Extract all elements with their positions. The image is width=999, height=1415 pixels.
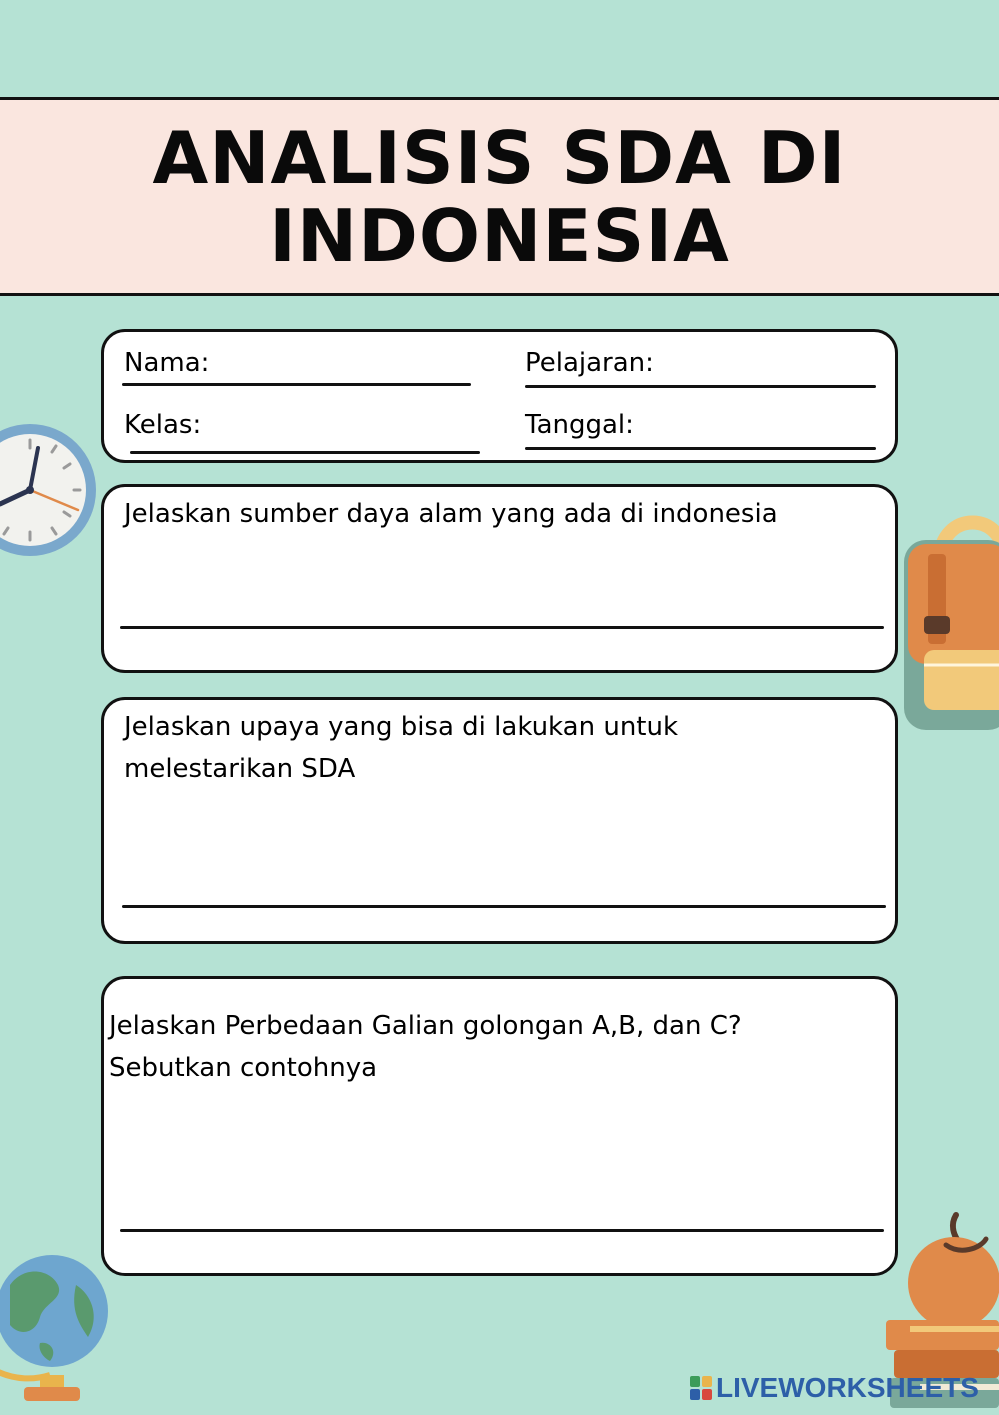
nama-label: Nama: [124,348,210,378]
question-card-3 [101,976,898,1276]
pelajaran-field[interactable] [525,385,876,388]
pelajaran-label: Pelajaran: [525,348,654,378]
answer-line-2[interactable] [122,905,886,908]
page-title-line-1: ANALISIS SDA DI [152,115,847,200]
question-3-line-2: Sebutkan contohnya [109,1053,378,1083]
question-3-text [109,1005,742,1089]
answer-line-3[interactable] [120,1229,884,1232]
tanggal-field[interactable] [525,447,876,450]
tanggal-label: Tanggal: [525,410,634,440]
brand-text: LIVEWORKSHEETS [716,1372,979,1403]
question-card-2 [101,697,898,944]
question-1-line-1: Jelaskan sumber daya alam yang ada di indonesia [124,499,778,529]
question-card-1 [101,484,898,673]
clock-icon [0,420,100,560]
page-title-line-2: INDONESIA [269,193,730,278]
nama-field[interactable] [122,383,471,386]
title-band [0,97,999,296]
answer-line-1[interactable] [120,626,884,629]
globe-icon [0,1225,110,1415]
question-2-text [124,706,678,790]
liveworksheets-logo [690,1372,979,1404]
question-2-line-2: melestarikan SDA [124,754,356,784]
question-3-line-1: Jelaskan Perbedaan Galian golongan A,B, dan C? [109,1011,742,1041]
kelas-field[interactable] [130,451,480,454]
question-1-text [124,493,778,535]
kelas-label: Kelas: [124,410,202,440]
liveworksheets-icon [690,1376,712,1400]
backpack-icon [900,500,999,740]
question-2-line-1: Jelaskan upaya yang bisa di lakukan untuk [124,712,679,742]
student-info-card [101,329,898,463]
